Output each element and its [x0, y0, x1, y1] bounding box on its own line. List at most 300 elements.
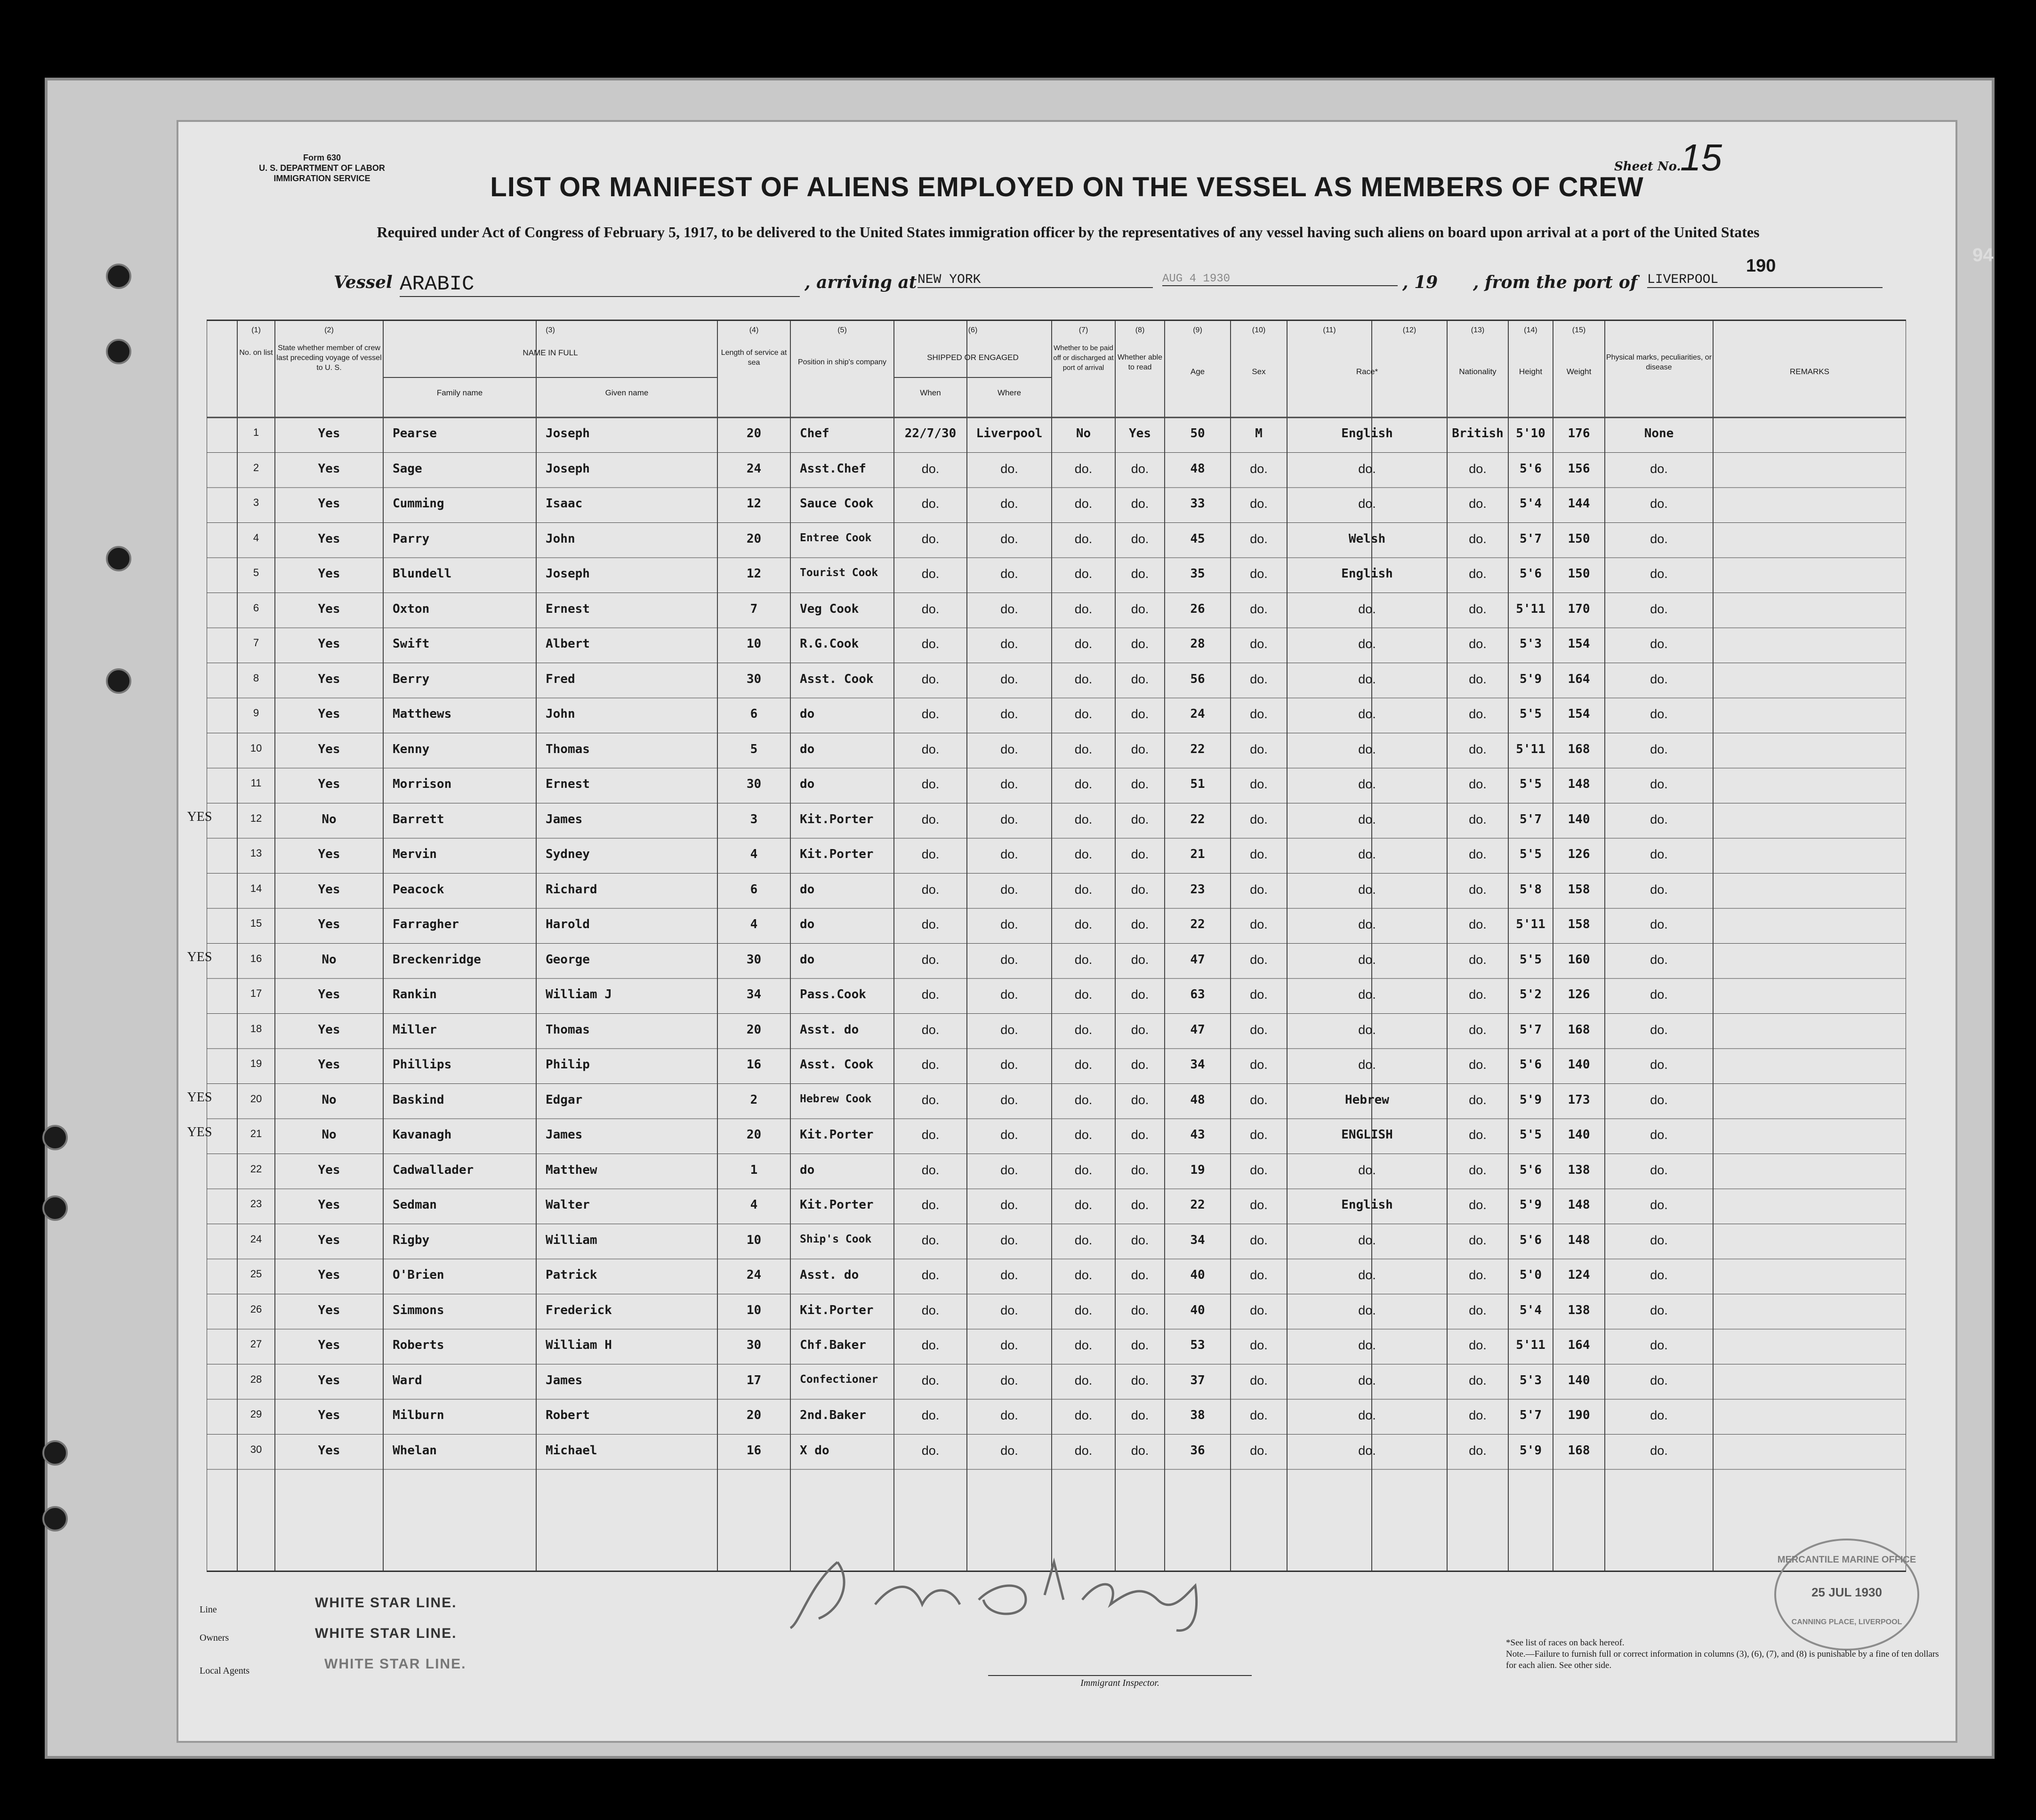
previous-voyage: Yes: [318, 426, 340, 441]
race: do.: [1358, 1373, 1376, 1387]
able-to-read: do.: [1131, 1128, 1149, 1142]
physical-marks: do.: [1650, 812, 1668, 826]
weight: 173: [1568, 1092, 1590, 1107]
engaged-where: do.: [1000, 917, 1018, 931]
age: 43: [1190, 1128, 1205, 1142]
weight: 154: [1568, 637, 1590, 651]
previous-voyage: Yes: [318, 742, 340, 756]
engaged-when: 22/7/30: [904, 426, 957, 441]
given-name: William: [546, 1233, 597, 1247]
previous-voyage: Yes: [318, 637, 340, 651]
column-number: (5): [837, 326, 847, 334]
physical-marks: do.: [1650, 1373, 1668, 1387]
paid-off: do.: [1074, 1408, 1093, 1422]
nationality: do.: [1469, 567, 1487, 581]
length-of-service: 6: [750, 882, 758, 897]
nationality: do.: [1469, 1303, 1487, 1317]
sex: do.: [1250, 1373, 1268, 1387]
age: 40: [1190, 1268, 1205, 1282]
height: 5'9: [1520, 1443, 1542, 1458]
row-number: 5: [253, 567, 259, 578]
vessel-name: ARABIC: [400, 273, 800, 297]
engaged-when: do.: [921, 1268, 940, 1282]
race: do.: [1358, 672, 1376, 686]
row-number: 18: [250, 1022, 262, 1034]
voyage-details: [334, 273, 1883, 301]
nationality: do.: [1469, 1022, 1487, 1037]
position: do: [800, 742, 815, 756]
age: 48: [1190, 461, 1205, 476]
age: 22: [1190, 812, 1205, 826]
paid-off: do.: [1074, 601, 1093, 616]
race: do.: [1358, 882, 1376, 897]
height: 5'7: [1520, 531, 1542, 546]
given-name: Harold: [546, 917, 590, 931]
position: R.G.Cook: [800, 637, 859, 651]
engaged-where: do.: [1000, 461, 1018, 476]
race: do.: [1358, 1268, 1376, 1282]
engaged-where: do.: [1000, 637, 1018, 651]
able-to-read: do.: [1131, 777, 1149, 791]
family-name: Peacock: [393, 882, 444, 897]
physical-marks: do.: [1650, 567, 1668, 581]
family-name: Blundell: [393, 567, 452, 581]
engaged-where: do.: [1000, 497, 1018, 511]
engaged-where: do.: [1000, 567, 1018, 581]
engaged-when: do.: [921, 1233, 940, 1247]
age: 48: [1190, 1092, 1205, 1107]
position: Kit.Porter: [800, 1128, 874, 1142]
engaged-where: do.: [1000, 1233, 1018, 1247]
position: Kit.Porter: [800, 1198, 874, 1212]
physical-marks: do.: [1650, 1233, 1668, 1247]
header-remarks: REMARKS: [1789, 367, 1830, 376]
nationality: do.: [1469, 742, 1487, 756]
able-to-read: do.: [1131, 1058, 1149, 1072]
weight: 140: [1568, 812, 1590, 826]
header-race: Race*: [1356, 367, 1378, 376]
given-name: Philip: [546, 1058, 590, 1072]
previous-voyage: No: [322, 952, 337, 967]
race: do.: [1358, 461, 1376, 476]
family-name: Cadwallader: [393, 1163, 474, 1177]
family-name: Sage: [393, 461, 422, 476]
paid-off: do.: [1074, 1092, 1093, 1107]
nationality: do.: [1469, 1233, 1487, 1247]
able-to-read: do.: [1131, 1198, 1149, 1212]
engaged-where: do.: [1000, 1443, 1018, 1458]
able-to-read: do.: [1131, 1408, 1149, 1422]
paid-off: do.: [1074, 1443, 1093, 1458]
row-number: 24: [250, 1233, 262, 1245]
engaged-where: do.: [1000, 672, 1018, 686]
weight: 126: [1568, 847, 1590, 861]
weight: 164: [1568, 1338, 1590, 1352]
able-to-read: do.: [1131, 917, 1149, 931]
height: 5'5: [1520, 847, 1542, 861]
race: do.: [1358, 952, 1376, 967]
nationality: do.: [1469, 987, 1487, 1002]
able-to-read: do.: [1131, 1303, 1149, 1317]
row-number: 23: [250, 1198, 262, 1210]
header-no-on-list: No. on list: [239, 349, 273, 357]
row-number: 3: [253, 497, 259, 508]
row-number: 7: [253, 637, 259, 649]
column-number: (7): [1078, 326, 1088, 334]
able-to-read: do.: [1131, 1092, 1149, 1107]
position: Veg Cook: [800, 601, 859, 616]
arriving-port: NEW YORK: [917, 273, 1153, 288]
length-of-service: 30: [746, 672, 762, 686]
length-of-service: 2: [750, 1092, 758, 1107]
signature-graphic: [781, 1553, 1252, 1633]
given-name: Isaac: [546, 497, 583, 511]
paid-off: do.: [1074, 707, 1093, 721]
height: 5'2: [1520, 987, 1542, 1002]
paid-off: do.: [1074, 497, 1093, 511]
position: do: [800, 882, 815, 897]
year-label: , 19: [1402, 273, 1438, 292]
height: 5'6: [1520, 461, 1542, 476]
position: Asst. do: [800, 1268, 859, 1282]
engaged-where: Liverpool: [976, 426, 1043, 441]
able-to-read: do.: [1131, 497, 1149, 511]
previous-voyage: Yes: [318, 567, 340, 581]
engaged-when: do.: [921, 601, 940, 616]
row-number: 15: [250, 917, 262, 929]
nationality: do.: [1469, 1373, 1487, 1387]
length-of-service: 24: [746, 1268, 762, 1282]
sex: do.: [1250, 707, 1268, 721]
position: do: [800, 707, 815, 721]
given-name: Joseph: [546, 567, 590, 581]
inspector-signature: [781, 1553, 1252, 1635]
nationality: do.: [1469, 847, 1487, 861]
previous-voyage: Yes: [318, 987, 340, 1002]
nationality: do.: [1469, 1198, 1487, 1212]
race: do.: [1358, 497, 1376, 511]
engaged-where: do.: [1000, 1338, 1018, 1352]
age: 35: [1190, 567, 1205, 581]
position: Asst.Chef: [800, 461, 866, 476]
physical-marks: do.: [1650, 497, 1668, 511]
engaged-where: do.: [1000, 742, 1018, 756]
length-of-service: 3: [750, 812, 758, 826]
punch-hole: [106, 339, 131, 364]
height: 5'9: [1520, 1092, 1542, 1107]
sex: do.: [1250, 917, 1268, 931]
punch-hole: [42, 1195, 68, 1221]
previous-voyage: Yes: [318, 1022, 340, 1037]
length-of-service: 12: [746, 567, 762, 581]
race: do.: [1358, 1163, 1376, 1177]
previous-voyage: Yes: [318, 1233, 340, 1247]
height: 5'8: [1520, 882, 1542, 897]
physical-marks: do.: [1650, 777, 1668, 791]
physical-marks: do.: [1650, 1128, 1668, 1142]
length-of-service: 16: [746, 1443, 762, 1458]
previous-voyage: Yes: [318, 1303, 340, 1317]
length-of-service: 10: [746, 1233, 762, 1247]
nationality: do.: [1469, 777, 1487, 791]
height: 5'6: [1520, 1058, 1542, 1072]
engaged-where: do.: [1000, 1022, 1018, 1037]
able-to-read: do.: [1131, 1233, 1149, 1247]
length-of-service: 20: [746, 426, 762, 441]
sex: do.: [1250, 987, 1268, 1002]
engaged-where: do.: [1000, 1268, 1018, 1282]
length-of-service: 4: [750, 917, 758, 931]
length-of-service: 20: [746, 1128, 762, 1142]
physical-marks: do.: [1650, 1163, 1668, 1177]
sex: do.: [1250, 1163, 1268, 1177]
column-number: (2): [324, 326, 334, 334]
footnotes: [1506, 1637, 1939, 1671]
height: 5'5: [1520, 1128, 1542, 1142]
previous-voyage: Yes: [318, 1338, 340, 1352]
given-name: Thomas: [546, 1022, 590, 1037]
paid-off: do.: [1074, 531, 1093, 546]
position: Chf.Baker: [800, 1338, 866, 1352]
engaged-when: do.: [921, 1163, 940, 1177]
previous-voyage: Yes: [318, 777, 340, 791]
weight: 170: [1568, 601, 1590, 616]
given-name: Michael: [546, 1443, 597, 1458]
height: 5'4: [1520, 1303, 1542, 1317]
height: 5'5: [1520, 707, 1542, 721]
paid-off: do.: [1074, 987, 1093, 1002]
inspector-label: Immigrant Inspector.: [988, 1675, 1252, 1689]
position: Confectioner: [800, 1373, 878, 1386]
physical-marks: do.: [1650, 847, 1668, 861]
length-of-service: 20: [746, 1022, 762, 1037]
weight: 160: [1568, 952, 1590, 967]
physical-marks: do.: [1650, 987, 1668, 1002]
family-name: Farragher: [393, 917, 459, 931]
height: 5'5: [1520, 952, 1542, 967]
sex: do.: [1250, 1268, 1268, 1282]
paid-off: do.: [1074, 742, 1093, 756]
column-number: (9): [1193, 326, 1202, 334]
engaged-where: do.: [1000, 1092, 1018, 1107]
engaged-when: do.: [921, 672, 940, 686]
length-of-service: 30: [746, 1338, 762, 1352]
engaged-when: do.: [921, 812, 940, 826]
age: 37: [1190, 1373, 1205, 1387]
sex: do.: [1250, 497, 1268, 511]
nationality: do.: [1469, 1443, 1487, 1458]
given-name: John: [546, 707, 575, 721]
row-number: 14: [250, 882, 262, 894]
engaged-when: do.: [921, 952, 940, 967]
column-number: (15): [1572, 326, 1586, 334]
row-number: 30: [250, 1443, 262, 1455]
header-age: Age: [1190, 367, 1205, 376]
sex: do.: [1250, 1303, 1268, 1317]
family-name: Whelan: [393, 1443, 437, 1458]
engaged-when: do.: [921, 1128, 940, 1142]
engaged-when: do.: [921, 1022, 940, 1037]
nationality: do.: [1469, 812, 1487, 826]
able-to-read: do.: [1131, 812, 1149, 826]
physical-marks: do.: [1650, 952, 1668, 967]
previous-voyage: Yes: [318, 672, 340, 686]
document-title: LIST OR MANIFEST OF ALIENS EMPLOYED ON THE VESSEL AS MEMBERS OF CREW: [490, 172, 1644, 202]
from-port-label: , from the port of: [1473, 273, 1638, 292]
row-number: 12: [250, 812, 262, 824]
nationality: do.: [1469, 637, 1487, 651]
height: 5'3: [1520, 637, 1542, 651]
engaged-when: do.: [921, 742, 940, 756]
engaged-where: do.: [1000, 847, 1018, 861]
age: 45: [1190, 531, 1205, 546]
age: 23: [1190, 882, 1205, 897]
engaged-when: do.: [921, 1338, 940, 1352]
physical-marks: do.: [1650, 742, 1668, 756]
given-name: Frederick: [546, 1303, 612, 1317]
physical-marks: do.: [1650, 1338, 1668, 1352]
nationality: do.: [1469, 952, 1487, 967]
able-to-read: do.: [1131, 952, 1149, 967]
given-name: William H: [546, 1338, 612, 1352]
row-number: 1: [253, 426, 259, 438]
able-to-read: do.: [1131, 882, 1149, 897]
nationality: do.: [1469, 1408, 1487, 1422]
height: 5'7: [1520, 1022, 1542, 1037]
weight: 140: [1568, 1128, 1590, 1142]
sex: do.: [1250, 1058, 1268, 1072]
race: do.: [1358, 601, 1376, 616]
nationality: do.: [1469, 531, 1487, 546]
weight: 126: [1568, 987, 1590, 1002]
length-of-service: 5: [750, 742, 758, 756]
sex: do.: [1250, 461, 1268, 476]
physical-marks: do.: [1650, 637, 1668, 651]
position: Sauce Cook: [800, 497, 874, 511]
family-name: Matthews: [393, 707, 452, 721]
given-name: Robert: [546, 1408, 590, 1422]
paid-off: do.: [1074, 847, 1093, 861]
family-name: Ward: [393, 1373, 422, 1387]
position: Kit.Porter: [800, 847, 874, 861]
position: Kit.Porter: [800, 1303, 874, 1317]
engaged-when: do.: [921, 707, 940, 721]
header-given-name: Given name: [605, 388, 649, 397]
age: 63: [1190, 987, 1205, 1002]
engaged-where: do.: [1000, 531, 1018, 546]
previous-voyage: Yes: [318, 707, 340, 721]
engaged-when: do.: [921, 1092, 940, 1107]
sex: do.: [1250, 952, 1268, 967]
sex: do.: [1250, 777, 1268, 791]
race: do.: [1358, 1303, 1376, 1317]
age: 22: [1190, 1198, 1205, 1212]
position: Hebrew Cook: [800, 1092, 872, 1105]
able-to-read: do.: [1131, 1163, 1149, 1177]
physical-marks: None: [1644, 426, 1674, 441]
race: do.: [1358, 917, 1376, 931]
family-name: Rankin: [393, 987, 437, 1002]
previous-voyage: Yes: [318, 1058, 340, 1072]
given-name: Patrick: [546, 1268, 597, 1282]
weight: 138: [1568, 1163, 1590, 1177]
weight: 168: [1568, 1022, 1590, 1037]
age: 28: [1190, 637, 1205, 651]
age: 34: [1190, 1233, 1205, 1247]
age: 40: [1190, 1303, 1205, 1317]
physical-marks: do.: [1650, 601, 1668, 616]
previous-voyage: No: [322, 1128, 337, 1142]
length-of-service: 20: [746, 531, 762, 546]
length-of-service: 4: [750, 1198, 758, 1212]
able-to-read: do.: [1131, 567, 1149, 581]
line-name: WHITE STAR LINE.: [315, 1595, 457, 1611]
family-name: Barrett: [393, 812, 444, 826]
race: do.: [1358, 707, 1376, 721]
position: Chef: [800, 426, 829, 441]
height: 5'11: [1516, 601, 1545, 616]
given-name: Joseph: [546, 461, 590, 476]
row-number: 19: [250, 1058, 262, 1069]
height: 5'11: [1516, 917, 1545, 931]
age: 56: [1190, 672, 1205, 686]
row-number: 21: [250, 1128, 262, 1139]
physical-marks: do.: [1650, 1303, 1668, 1317]
paid-off: do.: [1074, 917, 1093, 931]
race: ENGLISH: [1341, 1128, 1393, 1142]
margin-annotation: YES: [187, 809, 212, 824]
sex: do.: [1250, 637, 1268, 651]
office-stamp: [1774, 1539, 1919, 1651]
race: do.: [1358, 987, 1376, 1002]
physical-marks: do.: [1650, 461, 1668, 476]
age: 34: [1190, 1058, 1205, 1072]
header-weight: Weight: [1566, 367, 1592, 376]
height: 5'9: [1520, 672, 1542, 686]
age: 53: [1190, 1338, 1205, 1352]
height: 5'10: [1516, 426, 1545, 441]
age: 22: [1190, 742, 1205, 756]
physical-marks: do.: [1650, 1443, 1668, 1458]
race: do.: [1358, 742, 1376, 756]
weight: 168: [1568, 1443, 1590, 1458]
length-of-service: 10: [746, 1303, 762, 1317]
able-to-read: do.: [1131, 531, 1149, 546]
sex: do.: [1250, 1233, 1268, 1247]
given-name: Sydney: [546, 847, 590, 861]
sex: M: [1255, 426, 1263, 441]
given-name: Edgar: [546, 1092, 583, 1107]
physical-marks: do.: [1650, 531, 1668, 546]
header-family-name: Family name: [436, 388, 483, 397]
nationality: do.: [1469, 1338, 1487, 1352]
column-number: (4): [749, 326, 759, 334]
header-when: When: [920, 388, 941, 397]
vessel-label: Vessel: [334, 273, 393, 292]
engaged-where: do.: [1000, 1058, 1018, 1072]
sex: do.: [1250, 1128, 1268, 1142]
previous-voyage: Yes: [318, 1268, 340, 1282]
engaged-where: do.: [1000, 707, 1018, 721]
previous-voyage: Yes: [318, 1198, 340, 1212]
sheet-number: 15: [1680, 136, 1722, 178]
row-number: 9: [253, 707, 259, 719]
physical-marks: do.: [1650, 917, 1668, 931]
nationality: do.: [1469, 707, 1487, 721]
paid-off: do.: [1074, 1198, 1093, 1212]
family-name: Kenny: [393, 742, 430, 756]
engaged-when: do.: [921, 882, 940, 897]
